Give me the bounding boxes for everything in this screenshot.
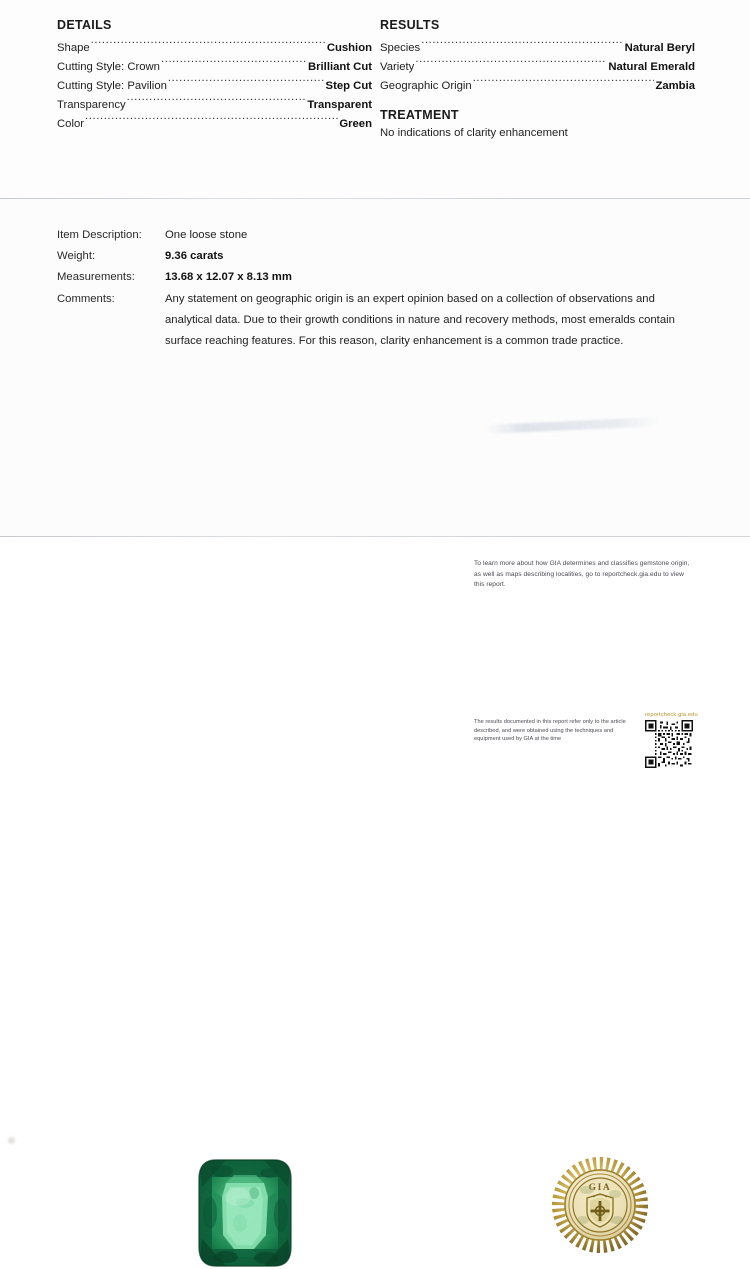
description-label: Item Description: — [57, 229, 142, 241]
dot-leader — [161, 59, 307, 70]
footer-note: To learn more about how GIA determines and classifies gemstone origin, as well as maps describing localities, go to reportcheck.gia.edu to view this report. — [474, 560, 690, 588]
svg-text:GIA: GIA — [588, 1183, 612, 1193]
detail-value: Cushion — [326, 42, 372, 54]
result-row-species — [380, 39, 695, 58]
detail-value: Green — [339, 118, 372, 130]
results-column — [380, 18, 695, 141]
scan-artifact-streak — [485, 417, 660, 434]
detail-value: Step Cut — [325, 80, 372, 92]
result-label: Variety — [380, 61, 415, 73]
comments-label: Comments: — [57, 293, 115, 305]
dot-leader — [168, 78, 325, 89]
detail-row-cutting-style-crown — [57, 58, 372, 77]
qr-label: reportcheck.gia.edu — [645, 712, 698, 718]
detail-row-shape — [57, 39, 372, 58]
qr-block[interactable] — [645, 712, 705, 768]
detail-label: Cutting Style: Crown — [57, 61, 160, 73]
dot-leader — [127, 97, 307, 108]
gemstone-image — [196, 1157, 294, 1269]
description-row-item — [57, 225, 697, 246]
cushion-cut-emerald-icon — [196, 1157, 294, 1269]
footer-disclaimer: The results documented in this report refer only to the article described, and were obtained using the techniques and equipment used by GIA at the time — [474, 719, 626, 743]
detail-label: Cutting Style: Pavilion — [57, 80, 167, 92]
dot-leader — [421, 40, 623, 51]
detail-row-cutting-style-pavilion — [57, 77, 372, 96]
dot-leader — [415, 59, 607, 70]
dot-leader — [91, 40, 326, 51]
comments-text: Any statement on geographic origin is an expert opinion based on a collection of observations and analytical data. Due to their growth conditions in nature and recovery methods, most emeralds contain surface reaching features. For this reason, clarity enhancement is a common trade practice. — [165, 293, 675, 347]
description-label: Measurements: — [57, 271, 135, 283]
gia-gold-seal-icon — [549, 1154, 651, 1256]
result-value: Zambia — [655, 80, 695, 92]
treatment-text: No indications of clarity enhancement — [380, 127, 568, 139]
description-value: 13.68 x 12.07 x 8.13 mm — [165, 271, 292, 283]
detail-label: Transparency — [57, 99, 126, 111]
description-label: Weight: — [57, 250, 96, 262]
qr-code-icon[interactable] — [645, 720, 693, 768]
result-label: Species — [380, 42, 421, 54]
top-section — [0, 0, 750, 198]
results-heading: RESULTS — [380, 18, 440, 32]
detail-row-color — [57, 115, 372, 134]
detail-row-transparency — [57, 96, 372, 115]
result-value: Natural Beryl — [624, 42, 695, 54]
description-row-comments — [57, 289, 697, 352]
detail-label: Color — [57, 118, 84, 130]
description-value: 9.36 carats — [165, 250, 224, 262]
detail-value: Transparent — [307, 99, 372, 111]
scan-artifact-dot — [8, 1137, 15, 1144]
detail-value: Brilliant Cut — [307, 61, 372, 73]
description-section — [0, 199, 750, 536]
result-row-geographic-origin — [380, 77, 695, 96]
details-column — [57, 18, 372, 134]
dot-leader — [85, 116, 338, 127]
gia-seal — [549, 1154, 651, 1256]
description-value: One loose stone — [165, 229, 248, 241]
detail-label: Shape — [57, 42, 90, 54]
description-row-weight — [57, 246, 697, 267]
result-row-variety — [380, 58, 695, 77]
details-heading: DETAILS — [57, 18, 112, 32]
result-label: Geographic Origin — [380, 80, 472, 92]
dot-leader — [473, 78, 655, 89]
result-value: Natural Emerald — [608, 61, 695, 73]
treatment-heading: TREATMENT — [380, 108, 459, 122]
bottom-section — [0, 537, 750, 1193]
description-block — [57, 225, 697, 352]
description-row-measurements — [57, 267, 697, 288]
